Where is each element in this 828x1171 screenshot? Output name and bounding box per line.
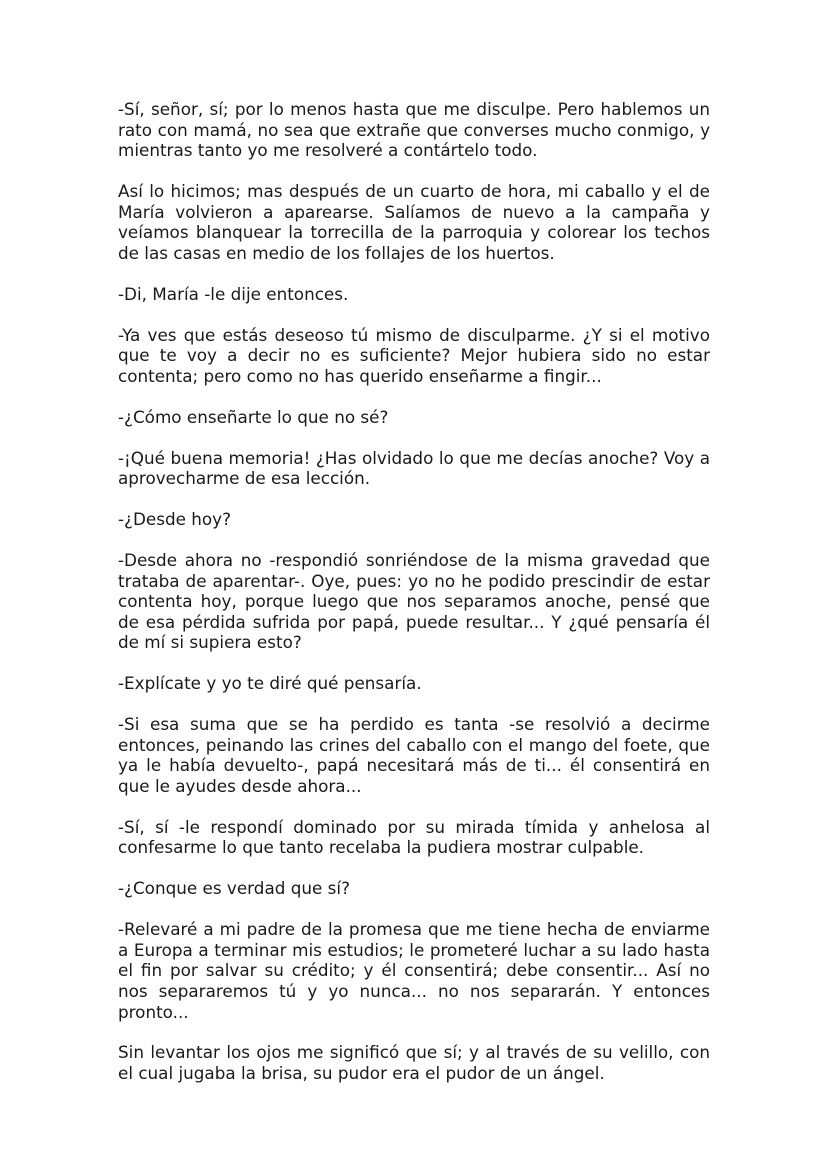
document-page [118, 99, 710, 1104]
paragraph-6: -¡Qué buena memoria! ¿Has olvidado lo que me decías anoche? Voy a aprovecharme de esa lección. [118, 447, 710, 489]
paragraph-9: -Explícate y yo te diré qué pensaría. [118, 673, 422, 694]
paragraph-7: -¿Desde hoy? [118, 509, 232, 530]
paragraph-5: -¿Cómo enseñarte lo que no sé? [118, 406, 389, 427]
paragraph-11: -Sí, sí -le respondí dominado por su mirada tímida y anhelosa al confesarme lo que tanto recelaba la pudiera mostrar culpable. [118, 816, 710, 858]
paragraph-12: -¿Conque es verdad que sí? [118, 878, 350, 899]
paragraph-4: -Ya ves que estás deseoso tú mismo de disculparme. ¿Y si el motivo que te voy a decir no es suficiente? Mejor hubiera sido no estar contenta; pero como no has querido enseñarme a fingir... [118, 324, 710, 386]
paragraph-3: -Di, María -le dije entonces. [118, 283, 349, 304]
paragraph-1: -Sí, señor, sí; por lo menos hasta que me disculpe. Pero hablemos un rato con mamá, no sea que extrañe que converses mucho conmigo, y mientras tanto yo me resolveré a contártelo todo. [118, 99, 710, 161]
paragraph-10: -Si esa suma que se ha perdido es tanta -se resolvió a decirme entonces, peinando las crines del caballo con el mango del foete, que ya le había devuelto-, papá necesitará más de ti... él consentirá en que le ayudes desde ahora... [118, 714, 710, 796]
paragraph-13: -Relevaré a mi padre de la promesa que me tiene hecha de enviarme a Europa a terminar mis estudios; le prometeré luchar a su lado hasta el fin por salvar su crédito; y él consentirá; debe consentir... Así no nos separaremos tú y yo nunca... no nos separarán. Y entonces pronto... [118, 919, 710, 1022]
paragraph-2: Así lo hicimos; mas después de un cuarto de hora, mi caballo y el de María volvieron a aparearse. Salíamos de nuevo a la campaña y veíamos blanquear la torrecilla de la parroquia y colorear los techos de las casas en medio de los follajes de los huertos. [118, 181, 710, 263]
paragraph-8: -Desde ahora no -respondió sonriéndose de la misma gravedad que trataba de aparentar-. Oye, pues: yo no he podido prescindir de estar contenta hoy, porque luego que nos separamos anoche, pensé que de esa pérdida sufrida por papá, puede resultar... Y ¿qué pensaría él de mí si supiera esto? [118, 549, 710, 653]
paragraph-14: Sin levantar los ojos me significó que sí; y al través de su velillo, con el cual jugaba la brisa, su pudor era el pudor de un ángel. [118, 1042, 710, 1084]
